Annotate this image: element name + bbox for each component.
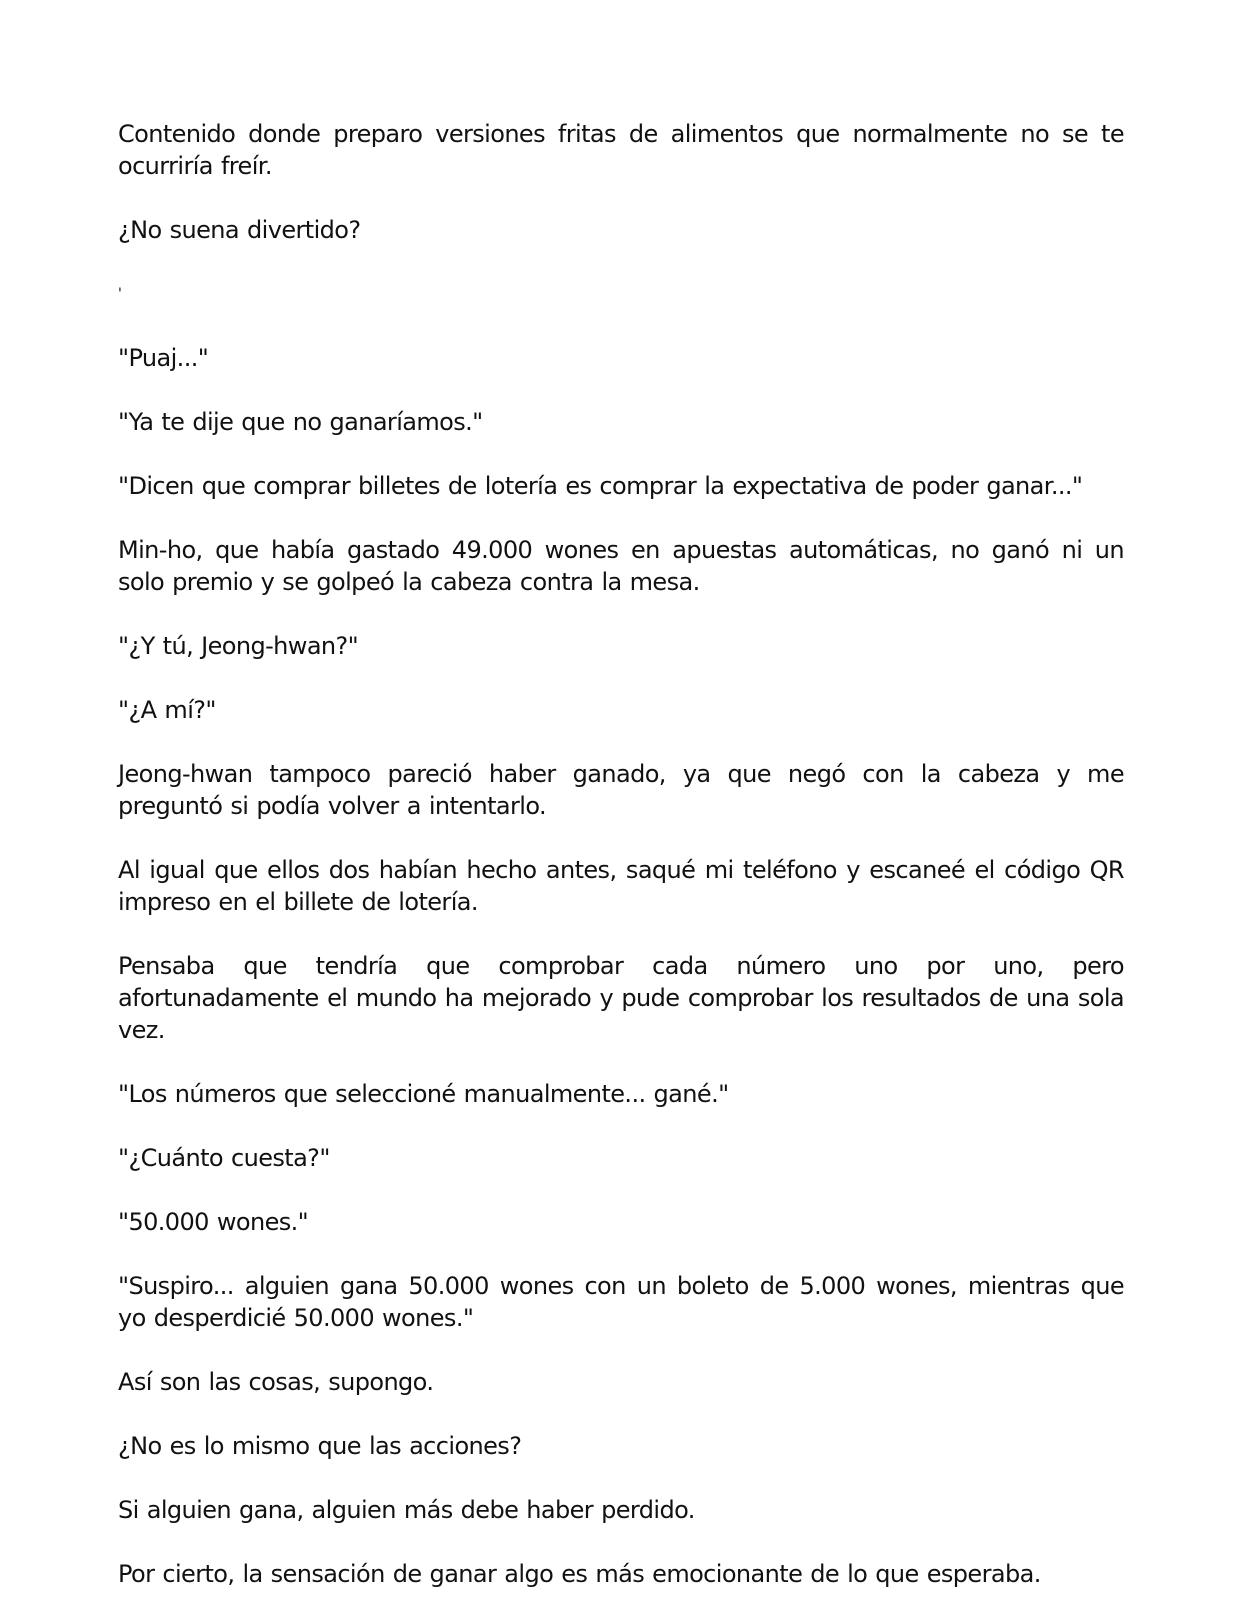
dialogue-line: "¿Y tú, Jeong-hwan?" <box>118 632 359 660</box>
paragraph: Por cierto, la sensación de ganar algo es más emocionante de lo que esperaba. <box>118 1560 1041 1588</box>
dialogue-line: "Suspiro... alguien gana 50.000 wones con un boleto de 5.000 wones, mientras que yo desperdicié 50.000 wones." <box>118 1272 1124 1332</box>
paragraph: Contenido donde preparo versiones fritas de alimentos que normalmente no se te ocurriría freír. <box>118 120 1124 180</box>
paragraph: Min-ho, que había gastado 49.000 wones en apuestas automáticas, no ganó ni un solo premio y se golpeó la cabeza contra la mesa. <box>118 536 1124 596</box>
dialogue-line: "Puaj..." <box>118 344 209 372</box>
dialogue-line: "Ya te dije que no ganaríamos." <box>118 408 483 436</box>
paragraph: ¿No suena divertido? <box>118 216 361 244</box>
paragraph: Si alguien gana, alguien más debe haber perdido. <box>118 1496 695 1524</box>
paragraph: Así son las cosas, supongo. <box>118 1368 434 1396</box>
paragraph: Jeong-hwan tampoco pareció haber ganado, ya que negó con la cabeza y me preguntó si podía volver a intentarlo. <box>118 760 1124 820</box>
stray-mark: ' <box>118 286 122 302</box>
dialogue-line: "Los números que seleccioné manualmente... gané." <box>118 1080 729 1108</box>
paragraph: ¿No es lo mismo que las acciones? <box>118 1432 522 1460</box>
dialogue-line: "¿A mí?" <box>118 696 216 724</box>
paragraph: Al igual que ellos dos habían hecho antes, saqué mi teléfono y escaneé el código QR impreso en el billete de lotería. <box>118 856 1124 916</box>
dialogue-line: "Dicen que comprar billetes de lotería es comprar la expectativa de poder ganar..." <box>118 472 1083 500</box>
paragraph: Pensaba que tendría que comprobar cada número uno por uno, pero afortunadamente el mundo ha mejorado y pude comprobar los resultados de una sola vez. <box>118 952 1124 1044</box>
dialogue-line: "50.000 wones." <box>118 1208 309 1236</box>
document-body <box>118 118 1124 1620</box>
dialogue-line: "¿Cuánto cuesta?" <box>118 1144 330 1172</box>
